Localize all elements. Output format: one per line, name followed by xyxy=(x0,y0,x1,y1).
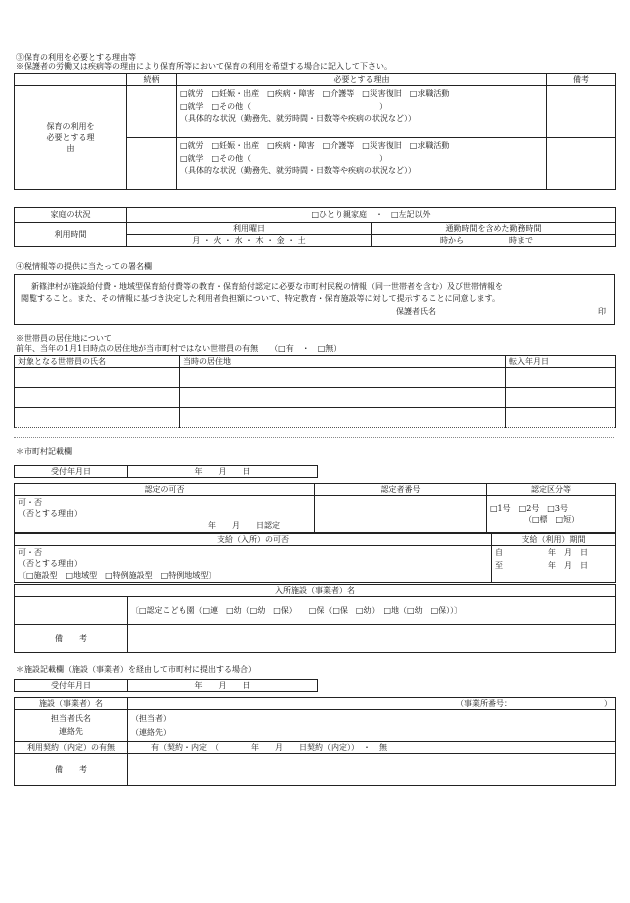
seal-mark: 印 xyxy=(598,306,606,316)
facility-received-table xyxy=(14,679,318,692)
approval-cell[interactable]: 可・否 （否とする理由） 年 月 日認定 xyxy=(15,496,315,533)
city-heading: ＊市町村記載欄 xyxy=(16,447,72,456)
family-usage-table xyxy=(14,207,616,247)
residence-question[interactable]: 前年、当年の1月1日時点の居住地が当市町村ではない世帯員の有無 （□有 ・ □無） xyxy=(16,344,342,353)
consent-box xyxy=(14,274,615,325)
col-reason: 必要とする理由 xyxy=(177,74,547,86)
facility-name-header: 入所施設（事業者）名 xyxy=(15,585,616,597)
usage-days-header: 利用曜日 xyxy=(127,223,372,235)
col-move-in-date: 転入年月日 xyxy=(506,356,616,368)
office-number[interactable]: （事業所番号： ） xyxy=(128,698,616,710)
usage-label: 利用時間 xyxy=(15,223,127,247)
facility-received-date[interactable]: 年 月 日 xyxy=(128,680,318,692)
contract-label: 利用契約（内定）の有無 xyxy=(15,742,128,754)
facility-name-label: 施設（事業者）名 xyxy=(15,698,128,710)
usage-days[interactable]: 月 ・ 火 ・ 水 ・ 木 ・ 金 ・ 土 xyxy=(127,235,372,247)
approval-table xyxy=(14,483,616,533)
consent-text-1: 新篠津村が施設給付費・地域型保育給付費等の教育・保育給付認定に必要な市町村民税の情報（同一世帯者を含む）及び世帯情報を xyxy=(31,282,503,291)
approval-header: 認定の可否 xyxy=(15,484,315,496)
reason-table xyxy=(14,73,616,190)
table-row[interactable] xyxy=(15,368,616,388)
approver-number[interactable] xyxy=(315,496,487,533)
col-member-name: 対象となる世帯員の氏名 xyxy=(15,356,180,368)
facility-table xyxy=(14,697,616,786)
facility-remarks-label: 備 考 xyxy=(15,754,128,786)
col-remarks: 備考 xyxy=(547,74,616,86)
contact-person-value[interactable]: （担当者） （連絡先） xyxy=(128,710,616,742)
contract-value[interactable]: 有（契約・内定 （ 年 月 日契約（内定）） ・ 無 xyxy=(128,742,616,754)
city-remarks-value[interactable] xyxy=(128,625,616,653)
section4-heading: ④税情報等の提供に当たっての署名欄 xyxy=(16,262,152,271)
residence-table xyxy=(14,355,616,428)
family-label: 家庭の状況 xyxy=(15,208,127,223)
remarks-cell-2[interactable] xyxy=(547,138,616,190)
reason-row-label: 保育の利用を必要とする理由 xyxy=(15,86,127,190)
relation-cell-2[interactable] xyxy=(127,138,177,190)
received-label: 受付年月日 xyxy=(15,466,128,478)
category-header: 認定区分等 xyxy=(487,484,616,496)
col-address: 当時の居住地 xyxy=(180,356,506,368)
period-header: 支給（利用）期間 xyxy=(492,534,616,546)
remarks-cell-1[interactable] xyxy=(547,86,616,138)
payment-table xyxy=(14,533,616,583)
table-row[interactable] xyxy=(15,408,616,428)
family-options[interactable]: □ひとり親家庭 ・ □左記以外 xyxy=(127,208,616,223)
period-cell[interactable]: 自 年 月 日 至 年 月 日 xyxy=(492,546,616,583)
approver-header: 認定者番号 xyxy=(315,484,487,496)
section3-heading: ③保育の利用を必要とする理由等 xyxy=(16,53,136,62)
signer-label: 保護者氏名 xyxy=(396,306,436,316)
category-cell[interactable]: □1号 □2号 □3号 （□標 □短） xyxy=(487,496,616,533)
divider xyxy=(14,437,614,438)
consent-text-2: 閲覧すること。また、その情報に基づき決定した利用者負担額について、特定教育・保育施設等に対して提示することに同意します。 xyxy=(21,294,501,304)
city-remarks-label: 備 考 xyxy=(15,625,128,653)
city-received-table xyxy=(14,465,318,478)
received-date[interactable]: 年 月 日 xyxy=(128,466,318,478)
commute-header: 通勤時間を含めた勤務時間 xyxy=(372,223,616,235)
relation-cell-1[interactable] xyxy=(127,86,177,138)
facility-heading: ＊施設記載欄（施設（事業者）を経由して市町村に提出する場合） xyxy=(16,665,256,674)
commute-times[interactable]: 時から 時まで xyxy=(372,235,616,247)
reason-options-1[interactable]: □就労 □妊娠・出産 □疾病・障害 □介護等 □災害復旧 □求職活動 □就学 □その他（ ） （具体的な状況（勤務先、就労時間・日数等や疾病の状況など）） xyxy=(177,86,547,138)
payment-header: 支給（入所）の可否 xyxy=(15,534,492,546)
payment-cell[interactable]: 可・否 （否とする理由） 〔□施設型 □地域型 □特例施設型 □特例地域型〕 xyxy=(15,546,492,583)
facility-remarks-value[interactable] xyxy=(128,754,616,786)
facility-type-options[interactable]: 〔□認定こども園（□連 □幼（□幼 □保） □保（□保 □幼） □地（□幼 □保））〕 xyxy=(128,597,616,625)
table-row[interactable] xyxy=(15,388,616,408)
facility-name-table xyxy=(14,584,616,653)
facility-name-blank[interactable] xyxy=(15,597,128,625)
section3-note: ※保護者の労働又は疾病等の理由により保育所等において保育の利用を希望する場合に記入して下さい。 xyxy=(16,62,392,71)
reason-options-2[interactable]: □就労 □妊娠・出産 □疾病・障害 □介護等 □災害復旧 □求職活動 □就学 □その他（ ） （具体的な状況（勤務先、就労時間・日数等や疾病の状況など）） xyxy=(177,138,547,190)
residence-heading: ※世帯員の居住地について xyxy=(16,334,112,343)
contact-person-label: 担当者氏名 連絡先 xyxy=(15,710,128,742)
facility-received-label: 受付年月日 xyxy=(15,680,128,692)
col-relation: 続柄 xyxy=(127,74,177,86)
